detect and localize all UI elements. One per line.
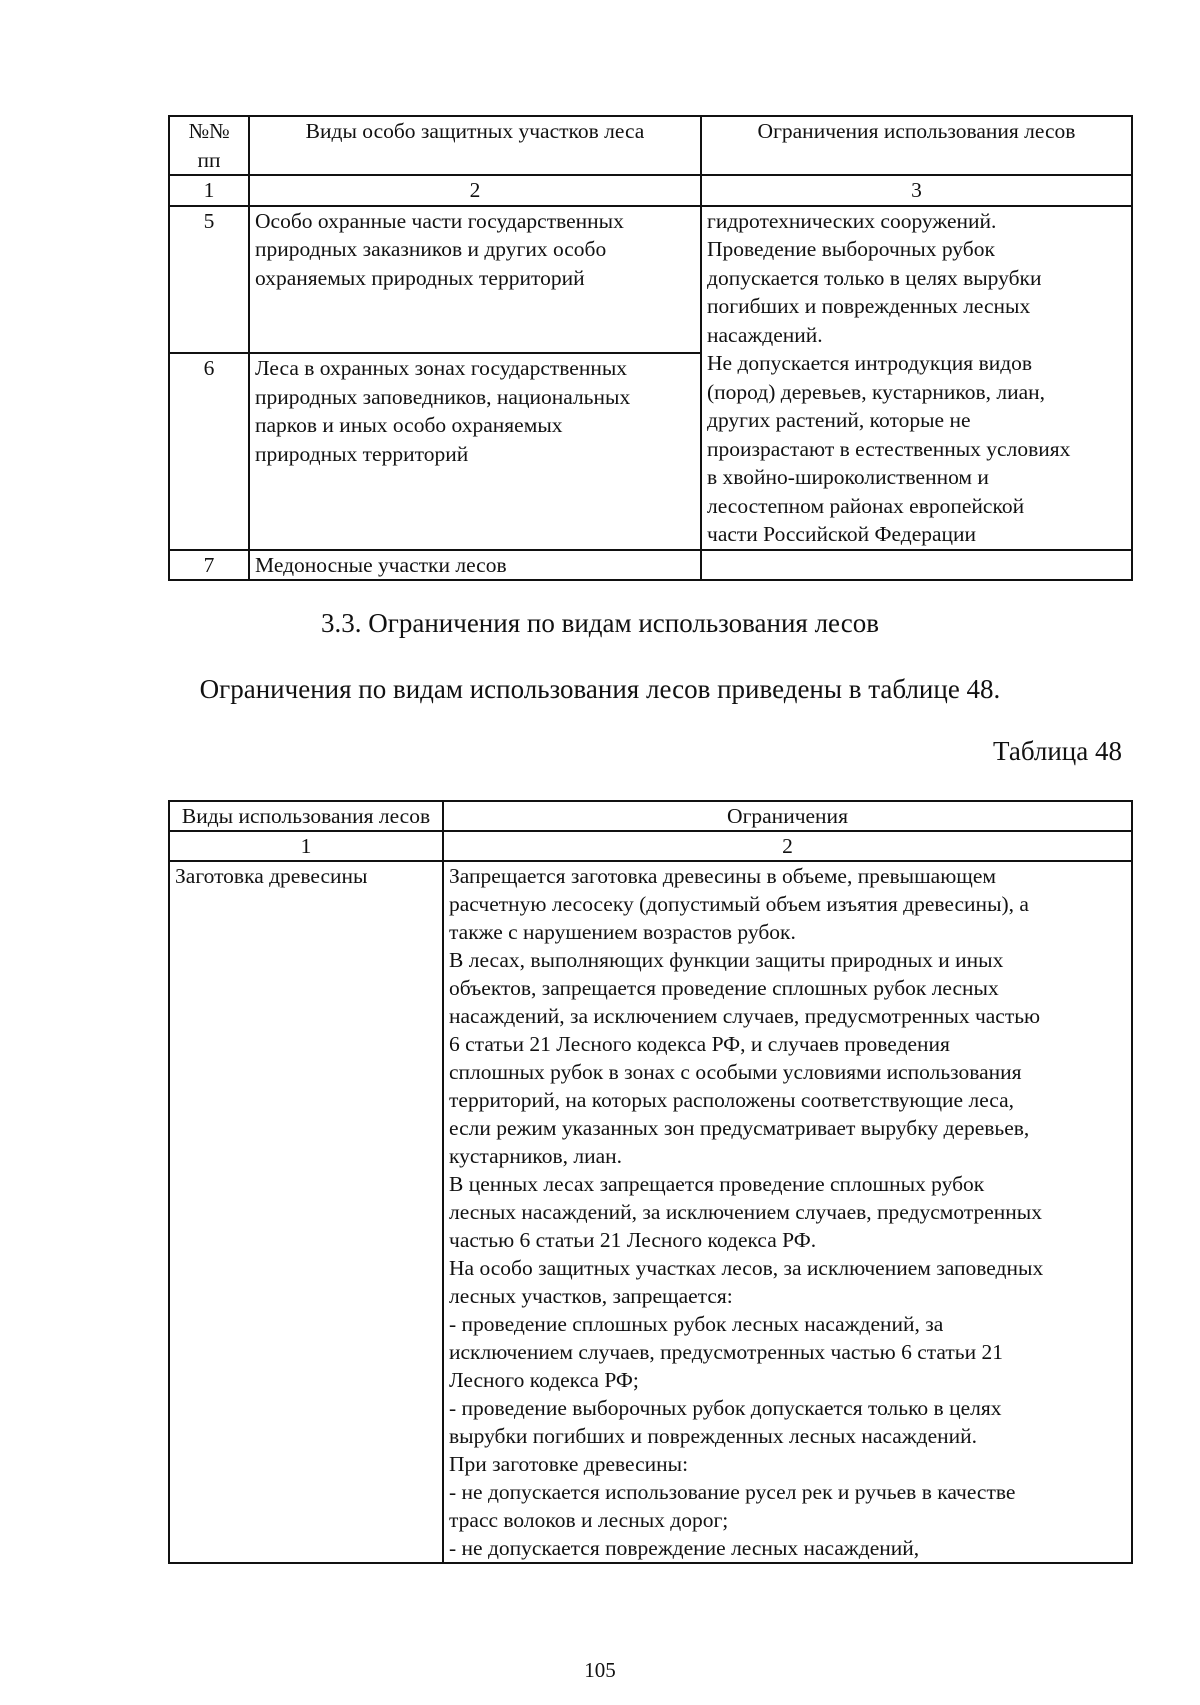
- text-line: территорий, на которых расположены соответствующие леса,: [449, 1088, 1014, 1112]
- table-header-row: [169, 116, 1132, 175]
- row-number: 6: [169, 353, 249, 549]
- header-usage-type: Виды использования лесов: [169, 801, 443, 831]
- text-line: частью 6 статьи 21 Лесного кодекса РФ.: [449, 1228, 817, 1252]
- table-row: [169, 861, 1132, 1563]
- table-row: [169, 206, 1132, 354]
- col-number-2: 2: [443, 831, 1132, 861]
- header-restrictions: Ограничения использования лесов: [701, 116, 1132, 175]
- col-number-1: 1: [169, 831, 443, 861]
- text-line: - не допускается использование русел рек и ручьев в качестве: [449, 1480, 1016, 1504]
- text-line: При заготовке древесины:: [449, 1452, 689, 1476]
- text-line: исключением случаев, предусмотренных частью 6 статьи 21: [449, 1340, 1003, 1364]
- col-number-2: 2: [249, 175, 701, 206]
- text-line: - проведение сплошных рубок лесных насаждений, за: [449, 1312, 944, 1336]
- text-line: произрастают в естественных условиях: [707, 436, 1071, 461]
- text-line: парков и иных особо охраняемых: [255, 413, 563, 438]
- text-line: - проведение выборочных рубок допускается только в целях: [449, 1396, 1002, 1420]
- column-number-row: [169, 831, 1132, 861]
- col-number-3: 3: [701, 175, 1132, 206]
- text-line: Запрещается заготовка древесины в объеме, превышающем: [449, 864, 996, 888]
- header-restrictions: Ограничения: [443, 801, 1132, 831]
- area-type-cell: [249, 550, 701, 581]
- text-line: сплошных рубок в зонах с особыми условиями использования: [449, 1060, 1022, 1084]
- text-line: насаждений.: [707, 322, 823, 347]
- text-line: если режим указанных зон предусматривает вырубку деревьев,: [449, 1116, 1030, 1140]
- header-area-type: Виды особо защитных участков леса: [249, 116, 701, 175]
- text-line: также с нарушением возрастов рубок.: [449, 920, 796, 944]
- area-type-cell: [249, 206, 701, 354]
- col-number-1: 1: [169, 175, 249, 206]
- text-line: других растений, которые не: [707, 408, 971, 432]
- text-line: части Российской Федерации: [707, 522, 977, 546]
- restrictions-cell: [701, 206, 1132, 550]
- text-line: гидротехнических сооружений.: [707, 208, 997, 233]
- area-type-cell: [249, 353, 701, 549]
- usage-restrictions-table: [168, 800, 1133, 1564]
- text-line: в хвойно-широколиственном и: [707, 465, 989, 489]
- usage-type-cell: Заготовка древесины: [169, 861, 443, 1563]
- empty-restrictions-cell: [701, 550, 1132, 581]
- row-number: 5: [169, 206, 249, 354]
- column-number-row: [169, 175, 1132, 206]
- protective-areas-table: [168, 115, 1133, 581]
- table-header-row: [169, 801, 1132, 831]
- table-row: [169, 550, 1132, 581]
- text-line: Леса в охранных зонах государственных: [255, 356, 628, 381]
- text-line: природных территорий: [255, 441, 469, 466]
- text-line: Проведение выборочных рубок: [707, 237, 995, 261]
- section-intro: Ограничения по видам использования лесов приведены в таблице 48.: [199, 674, 1001, 704]
- text-line: лесных участков, запрещается:: [449, 1284, 733, 1308]
- text-line: погибших и поврежденных лесных: [707, 294, 1031, 318]
- text-line: природных заказников и других особо: [255, 237, 607, 261]
- text-line: В лесах, выполняющих функции защиты природных и иных: [449, 948, 1004, 972]
- table-label: Таблица 48: [993, 736, 1122, 766]
- section-heading: 3.3. Ограничения по видам использования лесов: [321, 608, 879, 638]
- text-line: охраняемых природных территорий: [255, 265, 585, 290]
- text-line: насаждений, за исключением случаев, предусмотренных частью: [449, 1004, 1041, 1028]
- text-line: природных заповедников, национальных: [255, 384, 631, 409]
- row-number: 7: [169, 550, 249, 581]
- text-line: Особо охранные части государственных: [255, 208, 624, 233]
- page-number: 105: [584, 1658, 616, 1682]
- text-line: Медоносные участки лесов: [255, 552, 507, 577]
- text-line: Лесного кодекса РФ;: [449, 1368, 639, 1392]
- text-line: 6 статьи 21 Лесного кодекса РФ, и случаев проведения: [449, 1032, 950, 1056]
- text-line: расчетную лесосеку (допустимый объем изъятия древесины), а: [449, 892, 1029, 916]
- restrictions-cell: [443, 861, 1132, 1563]
- text-line: - не допускается повреждение лесных насаждений,: [449, 1536, 920, 1560]
- header-number: №№ пп: [169, 116, 249, 175]
- text-line: трасс волоков и лесных дорог;: [449, 1508, 729, 1532]
- text-line: лесных насаждений, за исключением случаев, предусмотренных: [449, 1200, 1042, 1224]
- text-line: вырубки погибших и поврежденных лесных насаждений.: [449, 1424, 978, 1448]
- text-line: Не допускается интродукция видов: [707, 351, 1033, 375]
- text-line: кустарников, лиан.: [449, 1144, 623, 1168]
- text-line: (пород) деревьев, кустарников, лиан,: [707, 379, 1046, 404]
- text-line: На особо защитных участках лесов, за исключением заповедных: [449, 1256, 1044, 1280]
- text-line: допускается только в целях вырубки: [707, 265, 1042, 290]
- text-line: объектов, запрещается проведение сплошных рубок лесных: [449, 976, 999, 1000]
- text-line: лесостепном районах европейской: [707, 493, 1025, 518]
- text-line: В ценных лесах запрещается проведение сплошных рубок: [449, 1172, 985, 1196]
